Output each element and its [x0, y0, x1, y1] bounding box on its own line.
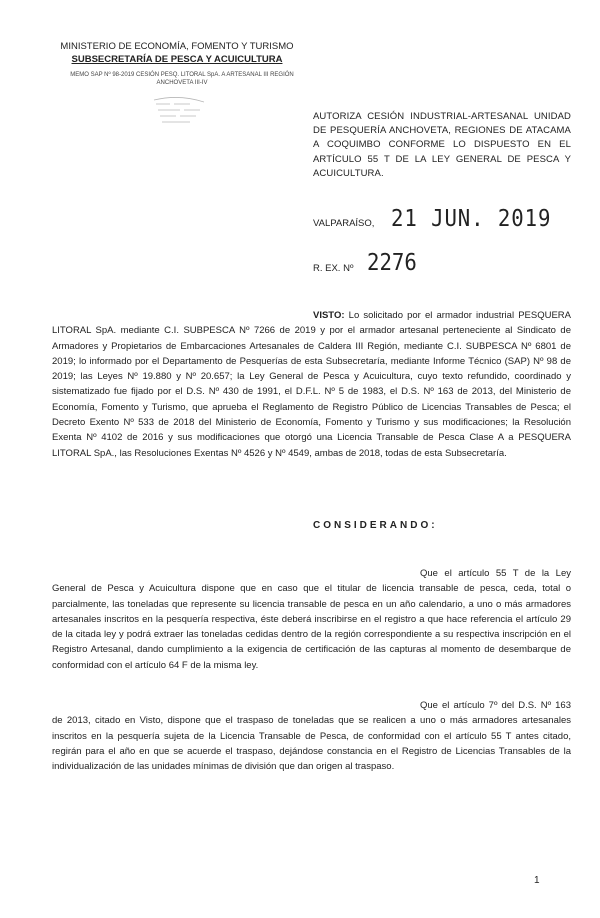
resolution-label: R. EX. Nº	[313, 263, 354, 274]
stamp-seal-icon	[150, 96, 208, 130]
ministry-name: MINISTERIO DE ECONOMÍA, FOMENTO Y TURISMO	[60, 41, 294, 52]
page-number: 1	[534, 875, 540, 886]
visto-label: VISTO:	[313, 310, 345, 321]
document-title: AUTORIZA CESIÓN INDUSTRIAL-ARTESANAL UNIDAD DE PESQUERÍA ANCHOVETA, REGIONES DE ATACAMA A COQUIMBO CONFORME LO DISPUESTO EN EL ARTÍCULO 55 T DE LA LEY GENERAL DE PESCA Y ACUICULTURA.	[313, 111, 571, 179]
letterhead	[52, 40, 302, 66]
memo-reference: MEMO SAP Nº 98-2019 CESIÓN PESQ. LITORAL SpA. A ARTESANAL III REGIÓN ANCHOVETA III-IV	[70, 72, 294, 86]
visto-paragraph	[52, 308, 571, 461]
considerando-heading: CONSIDERANDO:	[313, 520, 438, 531]
visto-text: Lo solicitado por el armador industrial PESQUERA LITORAL SpA. mediante C.I. SUBPESCA Nº 7266 de 2019 y por el armador artesanal perteneciente al Sindicato de Armadores y Propietarios de Embarcaciones Artesanales de Caldera III Región, mediante C.I. SUBPESCA Nº 6801 de 2019; lo informado por el Departamento de Pesquerías de esta Subsecretaría, mediante Informe Técnico (SAP) Nº 98 de 2019; las Leyes Nº 19.880 y Nº 20.657; la Ley General de Pesca y Acuicultura, cuyo texto refundido, coordinado y sistematizado fue fijado por el D.S. Nº 430 de 1991, el D.F.L. Nº 5 de 1983, el D.S. Nº 163 de 2013, del Ministerio de Economía, Fomento y Turismo, que aprueba el Reglamento de Registro Público de Licencias Transables de Pesca; el Decreto Exento Nº 533 de 2018 del Ministerio de Economía, Fomento y Turismo y sus modificaciones; la Resolución Exenta Nº 4102 de 2016 y sus modificaciones que otorgó una Licencia Transable de Pesca Clase A a PESQUERA LITORAL SpA., las Resoluciones Exentas Nº 4526 y Nº 4549, ambas de 2018, todas de esta Subsecretaría.	[52, 310, 572, 459]
date-stamp: 21 JUN. 2019	[391, 206, 552, 232]
resolution-number: 2276	[367, 250, 417, 276]
place-label: VALPARAÍSO,	[313, 218, 375, 229]
considerando-paragraph-1: Que el artículo 55 T de la Ley General de Pesca y Acuicultura dispone que en caso que el titular de licencia transable de pesca, ceda, total o parcialmente, las toneladas que represente su licencia transable de pesca en un año calendario, a uno o más armadores artesanales inscritos en la pesquería respectiva, éste deberá inscribirse en el registro a que hace referencia el artículo 29 de la citada ley y podrá extraer las toneladas cedidas dentro de la región correspondiente a su respectiva inscripción en el Registro Artesanal, dando cumplimiento a la exigencia de certificación de las capturas al momento de desembarque de conformidad con el artículo 64 F de la misma ley.	[52, 568, 571, 671]
subsecretaria-name: SUBSECRETARÍA DE PESCA Y ACUICULTURA	[71, 54, 283, 65]
considerando-paragraph-2: Que el artículo 7º del D.S. Nº 163 de 2013, citado en Visto, dispone que el traspaso de toneladas que se realicen a uno o más armadores artesanales inscritos en la pesquería sujeta de la Licencia Transable de Pesca, de conformidad con el artículo 55 T antes citado, regirán para el año en que se acuerde el traspaso, dejándose constancia en el Registro de Licencias Transables de la individualización de las unidades mínimas de división que dan origen al traspaso.	[52, 700, 571, 773]
